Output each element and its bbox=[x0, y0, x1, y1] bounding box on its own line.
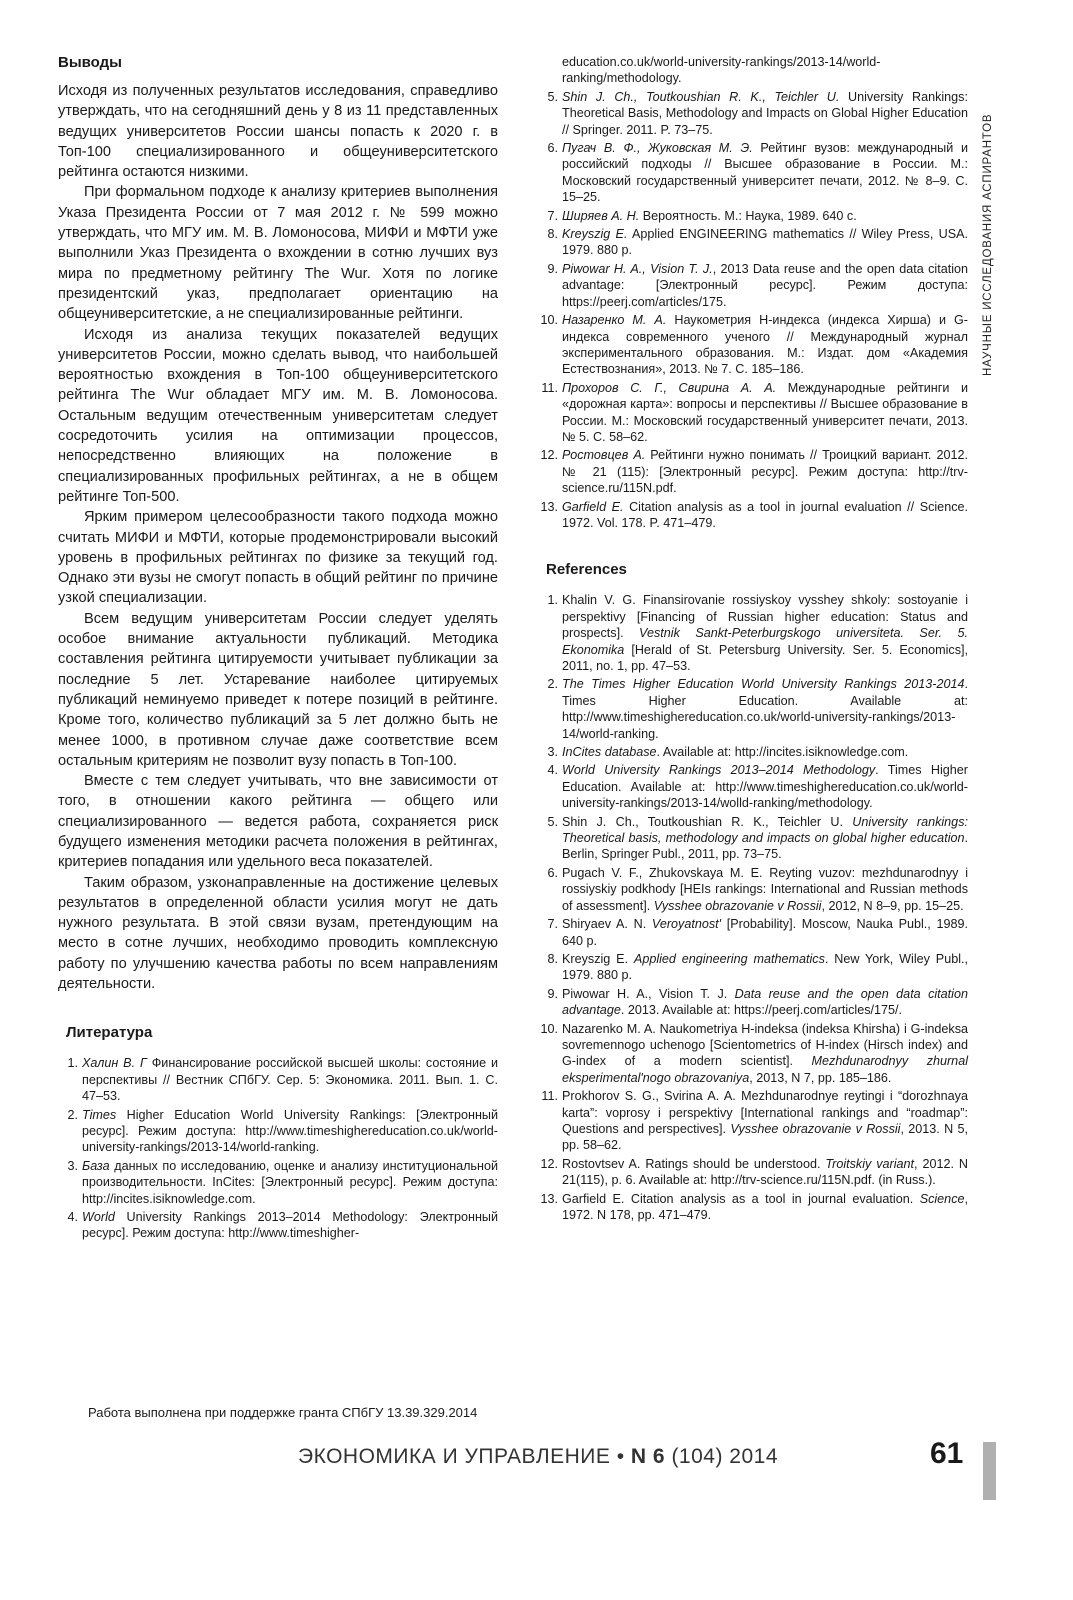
references-heading: References bbox=[546, 561, 627, 579]
literature-list-continued bbox=[538, 89, 968, 532]
page-number: 61 bbox=[930, 1437, 964, 1470]
issue-year: (104) 2014 bbox=[665, 1445, 779, 1468]
reference-item: 4. World University Rankings 2013–2014 Methodology: Электронный ресурс]. Режим доступа: http://www.timeshigher- bbox=[67, 1210, 498, 1241]
edge-tab-marker bbox=[983, 1442, 996, 1500]
reference-item: 3. InCites database. Available at: http://incites.isiknowledge.com. bbox=[547, 745, 909, 760]
reference-item: 4. World University Rankings 2013–2014 Methodology. Times Higher Education. Available at: http://www.timeshighereducation.co.uk/world-university-rankings/2013-14/wolld-ranking/methodology. bbox=[547, 763, 968, 811]
reference-item: 2. The Times Higher Education World University Rankings 2013-2014. Times Higher Education. Available at: http://www.timeshighereducation.co.uk/world-university-rankings/2013-14/world-ranking. bbox=[547, 677, 968, 741]
reference-continuation: education.co.uk/world-university-rankings/2013-14/world-ranking/methodology. bbox=[562, 55, 881, 86]
reference-item: 6. Пугач В. Ф., Жуковская М. Э. Рейтинг вузов: международный и российский подходы // Высшее образование в России. М.: Московский государственный университет печати, 2012. № 8–9. С. 15–25. bbox=[547, 141, 968, 205]
reference-item: 2. Times Higher Education World University Rankings: [Электронный ресурс]. Режим доступа: http://www.timeshighereducation.co.uk/world-university-rankings/2013-14/world-ranking. bbox=[67, 1107, 498, 1155]
reference-item: 6. Pugach V. F., Zhukovskaya M. E. Reyting vuzov: mezhdunarodnyy i rossiyskiy podkhody [HEIs rankings: International and Russian methods of assessment]. Vysshee obrazovanie v Rossii, 2012, N 8–9, pp. 15–25. bbox=[547, 865, 968, 913]
paragraph: Вместе с тем следует учитывать, что вне зависимости от того, в отношении какого рейтинга — общего или специализированного — ведется работа, сохраняется риск будущего изменения методики расчета положения в рейтингах, критериев попадания или удельного веса показателей. bbox=[58, 773, 498, 871]
reference-item: 5. Shin J. Ch., Toutkoushian R. K., Teichler U. University rankings: Theoretical basis, methodology and impacts on global higher education. Berlin, Springer Publ., 2011, pp. 73–75. bbox=[547, 814, 968, 862]
reference-item: 1. Халин В. Г Финансирование российской высшей школы: состояние и перспективы // Вестник СПбГУ. Сер. 5: Экономика. 2011. Вып. 1. С. 47–53. bbox=[67, 1056, 499, 1104]
grant-note: Работа выполнена при поддержке гранта СПбГУ 13.39.329.2014 bbox=[88, 1405, 478, 1420]
references-list bbox=[538, 592, 968, 1223]
reference-item: 12. Rostovtsev A. Ratings should be understood. Troitskiy variant, 2012. N 21(115), p. 6. Available at: http://trv-science.ru/115N.pdf. (in Russ.). bbox=[540, 1156, 969, 1188]
reference-item: 11. Prokhorov S. G., Svirina A. A. Mezhdunarodnye reytingi i “dorozhnaya karta”: voprosy i perspektivy [International rankings and “roadmap”: Questions and perspectives]. Vysshee obrazovanie v Rossii, 2013. N 5, pp. 58–62. bbox=[541, 1089, 968, 1153]
paragraph: Ярким примером целесообразности такого подхода можно считать МИФИ и МФТИ, которые продемонстрировали высокий уровень в профильных рейтингах по физике за текущий год. Однако эти вузы не смогут попасть в общий рейтинг по причине узкой специализации. bbox=[58, 509, 498, 607]
reference-item: 7. Ширяев А. Н. Вероятность. М.: Наука, 1989. 640 с. bbox=[547, 208, 857, 223]
reference-item: 10. Nazarenko M. A. Naukometriya H-indeksa (indeksa Khirsha) i G-indeksa sovremennogo uchenogo [Scientometrics of H-index (Hirsch index) and G-index of a modern scientist]. Mezhdunarodnyy zhurnal eksperimental'nogo obrazovaniya, 2013, N 7, pp. 185–186. bbox=[540, 1021, 968, 1085]
reference-item: 5. Shin J. Ch., Toutkoushian R. K., Teichler U. University Rankings: Theoretical Basis, Methodology and Impacts on Global Higher Education // Springer. 2011. P. 73–75. bbox=[547, 89, 968, 137]
reference-item: 13. Garfield E. Citation analysis as a tool in journal evaluation. Science, 1972. N 178, pp. 471–479. bbox=[540, 1191, 968, 1222]
paragraph: Всем ведущим университетам России следует уделять особое внимание актуальности публикаций. Методика составления рейтинга цитируемости учитывает публикации за последние 5 лет. Устаревание наиболее цитируемых публикаций неминуемо приведет к потере позиций в рейтинге. Кроме того, количество публикаций за 5 лет должно быть не менее 1000, в противном случае даже соответствие всем остальным критериям не позволит вузу попасть в Топ-100. bbox=[58, 610, 498, 769]
left-column bbox=[58, 54, 498, 1244]
footer-separator: • bbox=[610, 1445, 631, 1468]
reference-item: 9. Piwowar H. A., Vision T. J., 2013 Data reuse and the open data citation advantage: [Электронный ресурс]. Режим доступа: https://peerj.com/articles/175. bbox=[547, 261, 969, 309]
reference-item: 10. Назаренко М. А. Наукометрия H-индекса (индекса Хирша) и G-индекса современного ученого // Международный журнал экспериментального образования. М.: Издат. дом «Академия Естествознания», 2013. № 7. С. 185–186. bbox=[540, 313, 968, 377]
paragraph: Исходя из анализа текущих показателей ведущих университетов России, можно сделать вывод, что наибольшей вероятностью вхождения в Топ-100 общеуниверситетского рейтинга The Wur обладает МГУ им. М. В. Ломоносова. Остальным ведущим отечественным университетам следует сосредоточить усилия на оптимизации процессов, непосредственно влияющих на положение в специализированных профильных рейтингах, а не в общем рейтинге Топ-500. bbox=[58, 326, 498, 505]
paragraph: При формальном подходе к анализу критериев выполнения Указа Президента России от 7 мая 2012 г. № 599 можно утверждать, что МГУ им. М. В. Ломоносова, МИФИ и МФТИ уже выполнили Указ Президента о вхождении в сотню лучших вуз мира по предметному рейтингу The Wur. Хотя по логике президентский указ, предполагает ориентацию на общеуниверситетские, а не специализированные рейтинги. bbox=[58, 184, 498, 323]
literature-list bbox=[58, 1055, 498, 1241]
reference-item: 1. Khalin V. G. Finansirovanie rossiyskoy vysshey shkoly: sostoyanie i perspektivy [Financing of Russian higher education: Status and prospects]. Vestnik Sankt-Peterburgskogo universiteta. Ser. 5. Ekonomika [Herald of St. Petersburg University. Ser. 5. Economics], 2011, no. 1, pp. 47–53. bbox=[547, 593, 968, 673]
reference-item: 8. Kreyszig E. Applied ENGINEERING mathematics // Wiley Press, USA. 1979. 880 p. bbox=[547, 227, 968, 258]
paragraph: Таким образом, узконаправленные на достижение целевых результатов в определенной области усилия могут не дать нужного результата. В этой связи вузам, претендующим на место в сотне лучших, необходимо проводить комплексную работу по улучшению качества работы по всем направлениям деятельности. bbox=[58, 874, 498, 993]
section-side-label bbox=[982, 58, 998, 378]
reference-item: 3. База данных по исследованию, оценке и анализу институциональной производительности. InCites: [Электронный ресурс]. Режим доступа: http://incites.isiknowledge.com. bbox=[67, 1158, 498, 1206]
reference-item: 11. Прохоров С. Г., Свирина А. А. Международные рейтинги и «дорожная карта»: вопросы и перспективы // Высшее образование в России. М.: Московский государственный университет печати, 2013. № 5. С. 58–62. bbox=[541, 380, 969, 444]
section-label-text: НАУЧНЫЕ ИССЛЕДОВАНИЯ АСПИРАНТОВ bbox=[982, 113, 994, 376]
literature-heading: Литература bbox=[66, 1024, 153, 1042]
right-column bbox=[538, 54, 968, 1225]
issue-number: N 6 bbox=[630, 1445, 666, 1468]
reference-item: 12. Ростовцев А. Рейтинги нужно понимать // Троицкий вариант. 2012. № 21 (115): [Электронный ресурс]. Режим доступа: http://trv-science.ru/115N.pdf. bbox=[540, 448, 968, 496]
reference-item: 13. Garfield E. Citation analysis as a tool in journal evaluation // Science. 1972. Vol. 178. P. 471–479. bbox=[540, 499, 968, 530]
journal-name: ЭКОНОМИКА И УПРАВЛЕНИЕ bbox=[298, 1445, 611, 1468]
journal-footer bbox=[298, 1445, 778, 1469]
conclusions-heading: Выводы bbox=[58, 54, 122, 71]
paragraph: Исходя из полученных результатов исследования, справедливо утверждать, что на сегодняшний день у 8 из 11 представленных ведущих университетов России шансы попасть к 2020 г. в Топ-100 специализированного и общеуниверситетского рейтинга остаются низкими. bbox=[58, 83, 498, 181]
reference-item: 8. Kreyszig E. Applied engineering mathematics. New York, Wiley Publ., 1979. 880 p. bbox=[547, 951, 969, 983]
reference-item: 7. Shiryaev A. N. Veroyatnost' [Probability]. Moscow, Nauka Publ., 1989. 640 p. bbox=[547, 917, 969, 948]
reference-item: 9. Piwowar H. A., Vision T. J. Data reuse and the open data citation advantage. 2013. Available at: https://peerj.com/articles/175/. bbox=[547, 986, 968, 1018]
